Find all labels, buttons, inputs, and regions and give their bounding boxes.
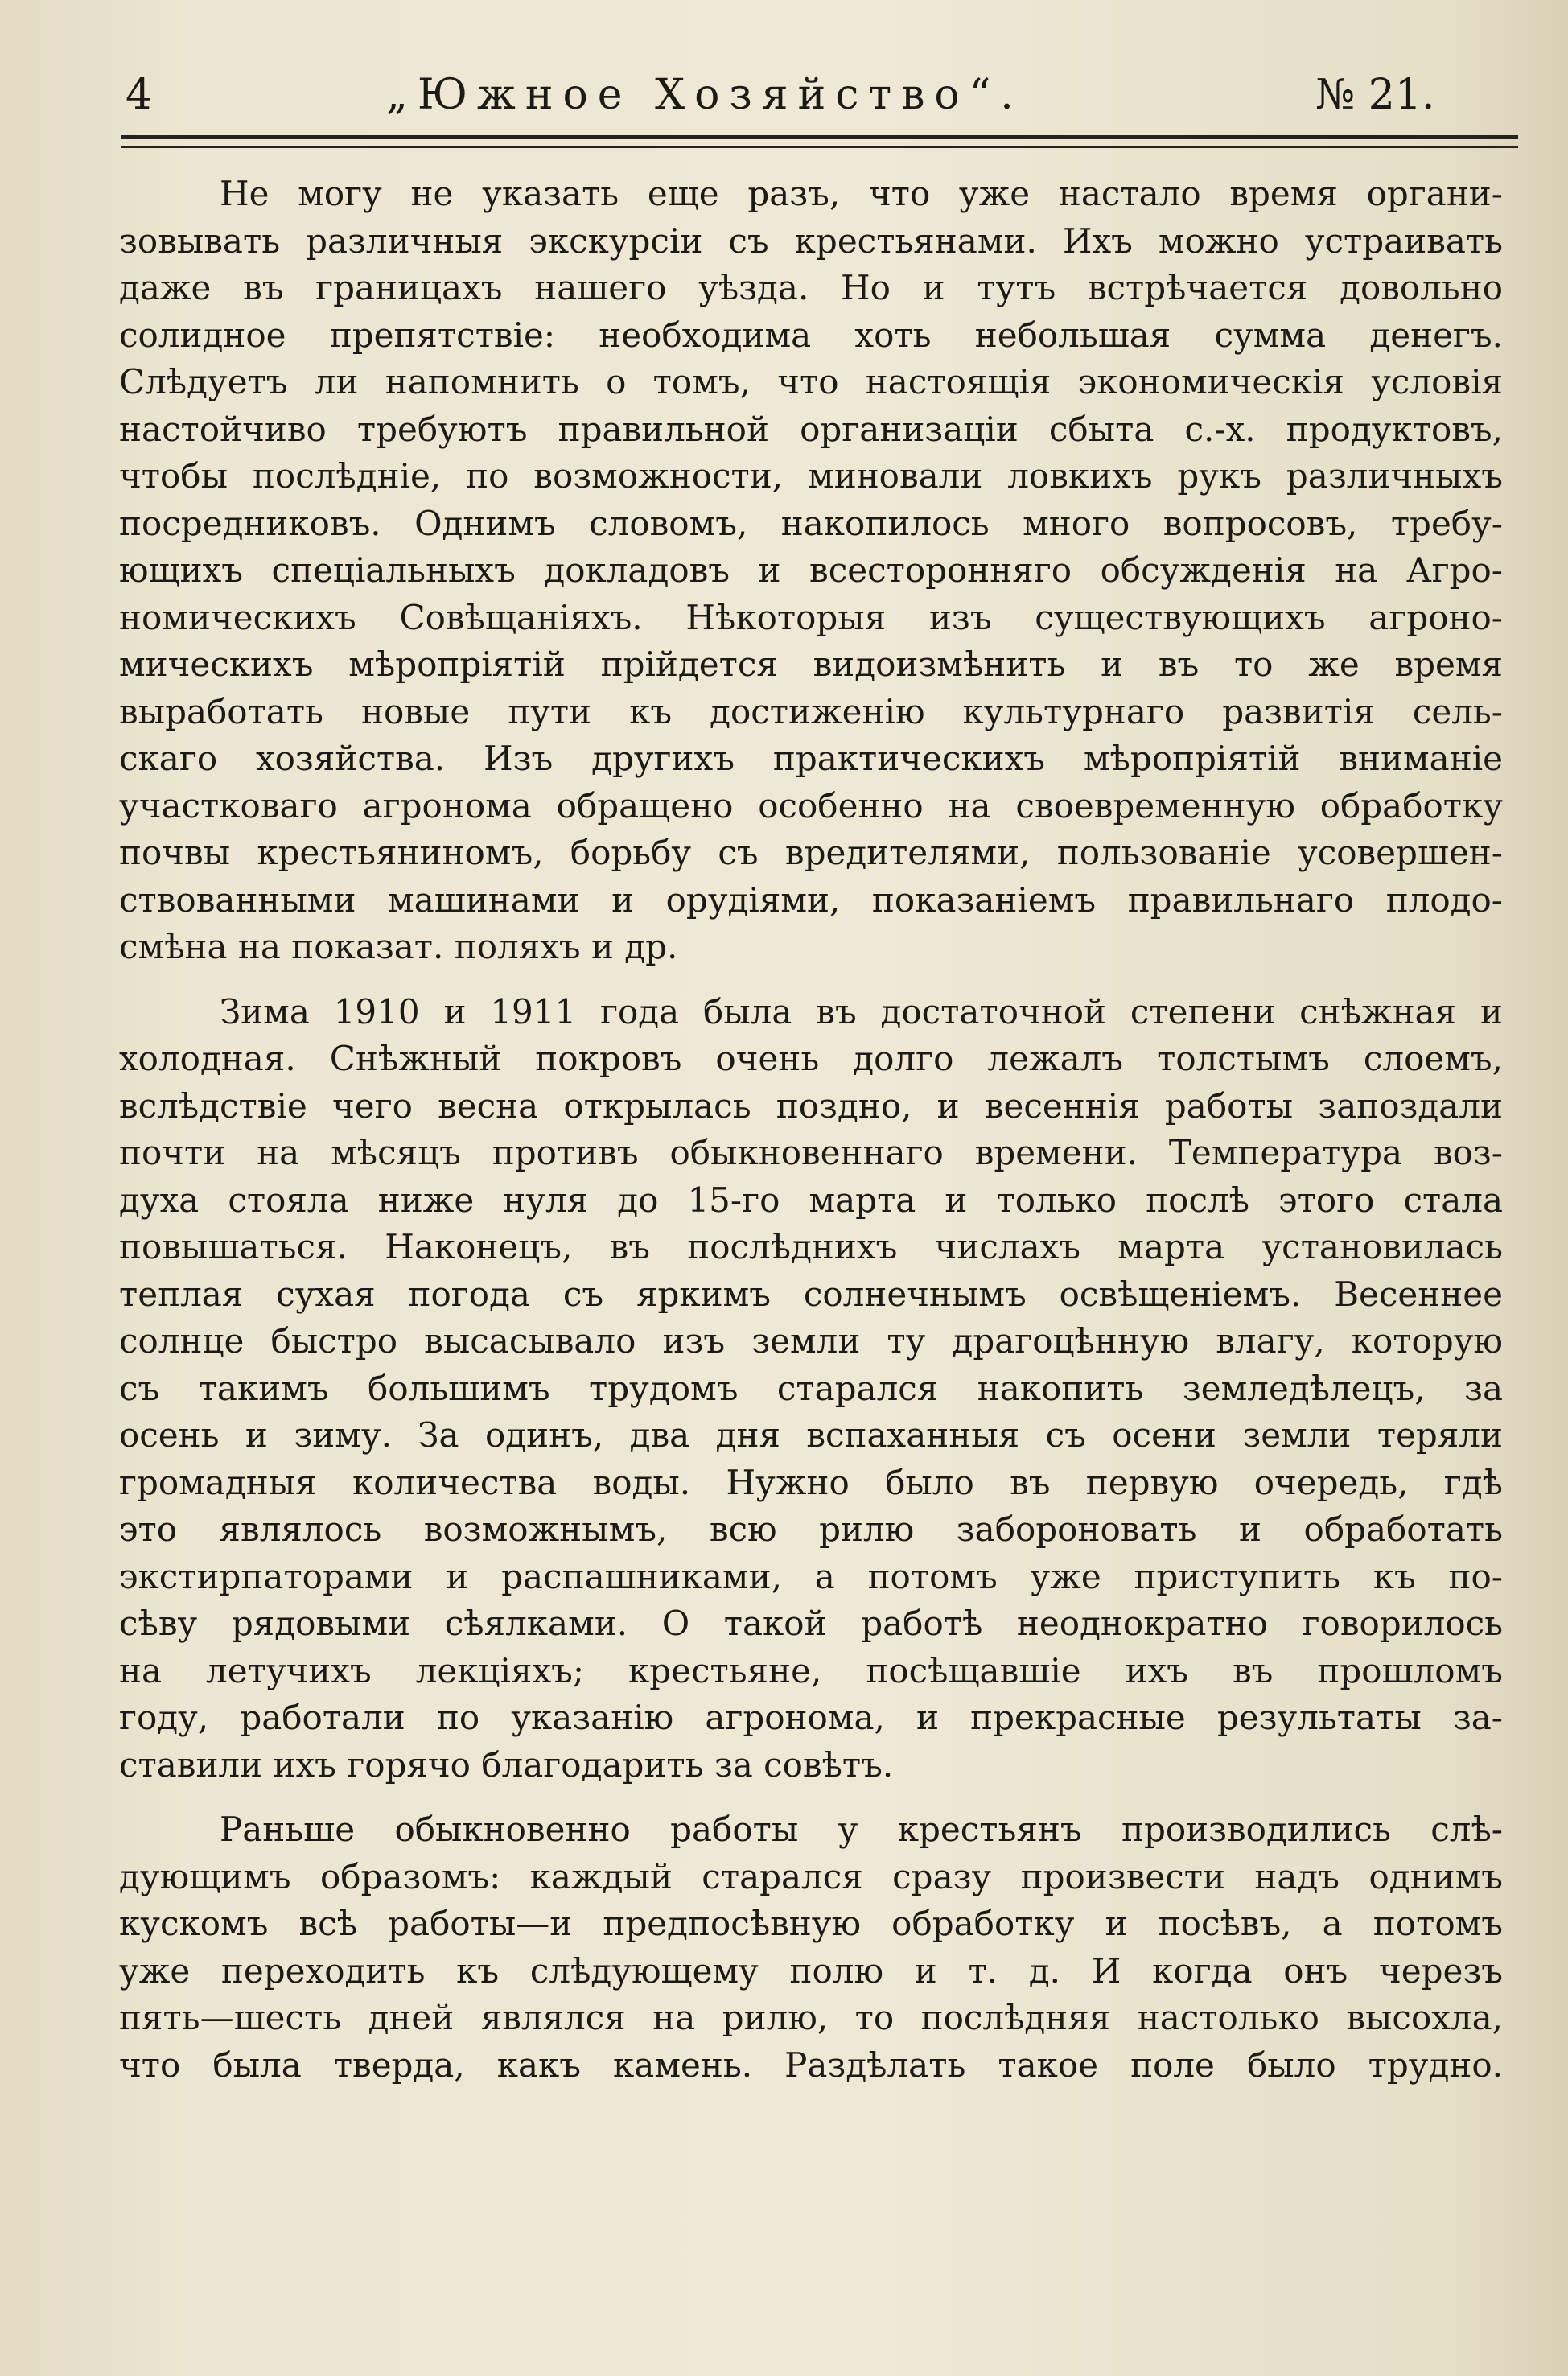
journal-title: „Южное Хозяйство“. <box>386 71 1023 119</box>
text-line: солнце быстро высасывало изъ земли ту драгоцѣнную влагу, которую <box>119 1321 1503 1361</box>
text-line: уже переходить къ слѣдующему полю и т. д. И когда онъ черезъ <box>119 1950 1503 1991</box>
text-line: зовывать различныя экскурсіи съ крестьянами. Ихъ можно устраивать <box>119 220 1503 261</box>
text-line: это являлось возможнымъ, всю рилю забороновать и обработать <box>119 1509 1503 1549</box>
text-line: осень и зиму. За одинъ, два дня вспаханныя съ осени земли теряли <box>119 1415 1503 1455</box>
text-line: теплая сухая погода съ яркимъ солнечнымъ освѣщеніемъ. Весеннее <box>119 1274 1503 1314</box>
text-line: дующимъ образомъ: каждый старался сразу произвести надъ однимъ <box>119 1856 1503 1896</box>
paragraph <box>119 1806 1503 2089</box>
text-line: смѣна на показат. поляхъ и др. <box>119 927 678 966</box>
text-line: Слѣдуетъ ли напомнить о томъ, что настоящія экономическія условія <box>119 362 1503 401</box>
text-line: почти на мѣсяцъ противъ обыкновеннаго времени. Температура воз- <box>119 1133 1503 1172</box>
text-line: ющихъ спеціальныхъ докладовъ и всесторонняго обсужденія на Агро- <box>119 550 1503 590</box>
text-line: скаго хозяйства. Изъ другихъ практическихъ мѣропріятій вниманіе <box>119 739 1503 778</box>
text-line: посредниковъ. Однимъ словомъ, накопилось много вопросовъ, требу- <box>119 503 1503 543</box>
text-line: съ такимъ большимъ трудомъ старался накопить земледѣлецъ, за <box>119 1368 1503 1408</box>
header-rule-thin <box>121 146 1518 148</box>
text-line: что была тверда, какъ камень. Раздѣлать такое поле было трудно. <box>119 2045 1503 2085</box>
header-rule-thick <box>121 135 1518 139</box>
text-line: году, работали по указанію агронома, и прекрасные результаты за- <box>119 1698 1503 1737</box>
text-line: мическихъ мѣропріятій прійдется видоизмѣнить и въ то же время <box>119 644 1503 684</box>
text-line: Раньше обыкновенно работы у крестьянъ производились слѣ- <box>220 1810 1503 1849</box>
text-line: сѣву рядовыми сѣялками. О такой работѣ неоднократно говорилось <box>119 1604 1503 1643</box>
text-line: экстирпаторами и распашниками, а потомъ уже приступить къ по- <box>119 1556 1503 1596</box>
text-line: номическихъ Совѣщаніяхъ. Нѣкоторыя изъ существующихъ агроно- <box>119 597 1503 637</box>
text-line: вслѣдствіе чего весна открылась поздно, и весеннія работы запоздали <box>119 1085 1503 1126</box>
text-line: кускомъ всѣ работы—и предпосѣвную обработку и посѣвъ, а потомъ <box>119 1904 1503 1943</box>
text-line: чтобы послѣдніе, по возможности, миновали ловкихъ рукъ различныхъ <box>119 456 1503 496</box>
text-line: Не могу не указать еще разъ, что уже настало время органи- <box>220 174 1503 213</box>
text-line: ставили ихъ горячо благодарить за совѣтъ. <box>119 1744 894 1785</box>
article-body <box>119 171 1503 2089</box>
running-header <box>121 71 1518 135</box>
page-number: 4 <box>126 71 153 119</box>
text-line: громадныя количества воды. Нужно было въ первую очередь, гдѣ <box>119 1462 1503 1502</box>
text-line: повышаться. Наконецъ, въ послѣднихъ числахъ марта установилась <box>119 1227 1503 1266</box>
text-line: почвы крестьяниномъ, борьбу съ вредителями, пользованіе усовершен- <box>119 833 1503 872</box>
issue-number: № 21. <box>1315 71 1435 119</box>
text-line: Зима 1910 и 1911 года была въ достаточной степени снѣжная и <box>220 991 1503 1032</box>
text-line: на летучихъ лекціяхъ; крестьяне, посѣщавшіе ихъ въ прошломъ <box>119 1650 1503 1690</box>
paragraph <box>119 989 1503 1789</box>
text-line: пять—шесть дней являлся на рилю, то послѣдняя настолько высохла, <box>119 1998 1503 2037</box>
text-line: холодная. Снѣжный покровъ очень долго лежалъ толстымъ слоемъ, <box>119 1039 1503 1078</box>
text-line: духа стояла ниже нуля до 15-го марта и только послѣ этого стала <box>119 1180 1503 1220</box>
text-line: настойчиво требуютъ правильной организаціи сбыта с.-х. продуктовъ, <box>119 409 1503 449</box>
paragraph <box>119 171 1503 971</box>
text-line: даже въ границахъ нашего уѣзда. Но и тутъ встрѣчается довольно <box>119 268 1503 307</box>
text-line: солидное препятствіе: необходима хоть небольшая сумма денегъ. <box>119 315 1503 355</box>
text-line: участковаго агронома обращено особенно на своевременную обработку <box>119 785 1503 826</box>
text-line: выработать новые пути къ достиженію культурнаго развитія сель- <box>119 691 1503 731</box>
text-line: ствованными машинами и орудіями, показаніемъ правильнаго плодо- <box>119 879 1503 920</box>
